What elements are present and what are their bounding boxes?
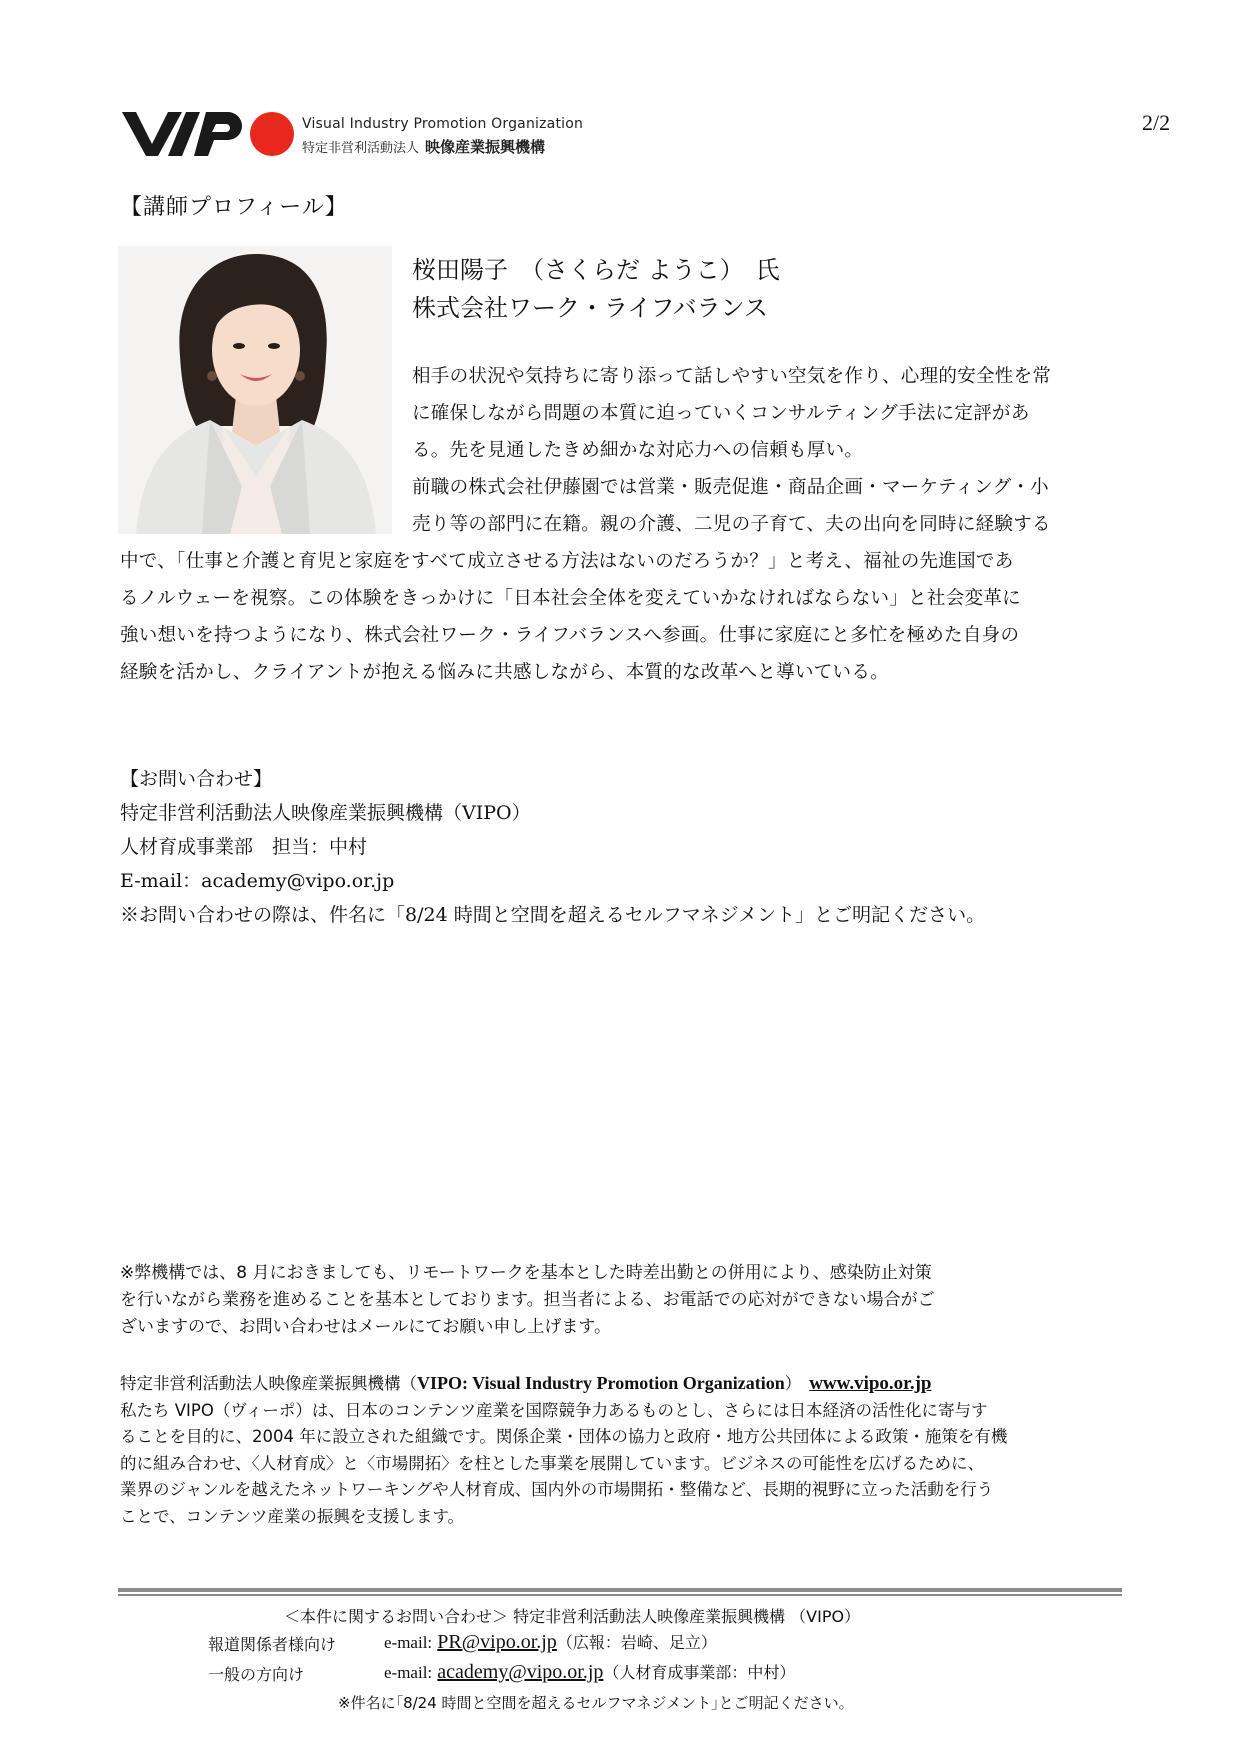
footer-press-label: 報道関係者様向け: [208, 1635, 337, 1654]
about-line: ことで、コンテンツ産業の振興を支援します。: [120, 1506, 465, 1526]
bio-line: 相手の状況や気持ちに寄り添って話しやすい空気を作り、心理的安全性を常: [412, 366, 1052, 387]
contact-note: ※お問い合わせの際は、件名に「8/24 時間と空間を超えるセルフマネジメント」とご明記ください。: [120, 904, 986, 926]
org-name-english: Visual Industry Promotion Organization: [302, 116, 584, 132]
footer-press-contact: e-mail: PR@vipo.or.jp（広報：岩崎、足立）: [384, 1631, 717, 1653]
footer-subject-note: ※件名に｢8/24 時間と空間を超えるセルフマネジメント｣とご明記ください。: [338, 1694, 854, 1712]
bio-paragraph-3: [120, 543, 1021, 691]
general-email-link[interactable]: academy@vipo.or.jp: [437, 1661, 604, 1683]
bio-line: 経験を活かし、クライアントが抱える悩みに共感しながら、本質的な改革へと導いている。: [120, 662, 889, 683]
contact-heading: 【お問い合わせ】: [120, 768, 273, 790]
vipo-logo-mark: [120, 108, 300, 160]
remote-work-notice: [120, 1260, 935, 1341]
notice-line: ざいますので、お問い合わせはメールにてお願い申し上げます。: [120, 1317, 611, 1337]
instructor-company: 株式会社ワーク・ライフバランス: [412, 294, 768, 322]
notice-line: を行いながら業務を進めることを基本としております。担当者による、お電話での応対ができない場合がご: [120, 1290, 935, 1310]
vipo-website-link[interactable]: www.vipo.or.jp: [809, 1373, 932, 1394]
contact-section: [120, 762, 985, 932]
footer-general-label: 一般の方向け: [208, 1665, 305, 1684]
about-line: 的に組み合わせ、〈人材育成〉と〈市場開拓〉を柱とした事業を展開しています。ビジネスの可能性を広げるために、: [120, 1453, 984, 1473]
bio-line: 売り等の部門に在籍。親の介護、二児の子育て、夫の出向を同時に経験する: [412, 514, 1051, 535]
about-line: ることを目的に、2004 年に設立された組織です。関係企業・団体の協力と政府・地方公共団体による政策・施策を有機: [120, 1427, 1008, 1446]
bio-line: る。先を見通したきめ細かな対応力への信頼も厚い。: [412, 440, 864, 461]
about-vipo: [120, 1370, 1007, 1530]
bio-paragraph-2: [412, 469, 1051, 543]
bio-line: に確保しながら問題の本質に迫っていくコンサルティング手法に定評があ: [412, 403, 1030, 424]
footer-divider: [118, 1588, 1122, 1596]
about-line: 業界のジャンルを越えたネットワーキングや人材育成、国内外の市場開拓・整備など、長期的視野に立った活動を行う: [120, 1480, 994, 1499]
instructor-portrait: [118, 246, 392, 534]
about-line: 私たち VIPO（ヴィーポ）は、日本のコンテンツ産業を国際競争力あるものとし、さらには日本経済の活性化に寄与す: [120, 1400, 988, 1420]
about-org-prefix: 特定非営利活動法人映像産業振興機構（: [120, 1374, 417, 1393]
contact-email[interactable]: E-mail：academy@vipo.or.jp: [120, 870, 395, 892]
about-org-suffix: ）: [784, 1374, 802, 1393]
about-org-bold: VIPO: Visual Industry Promotion Organization: [417, 1373, 785, 1393]
org-name-japanese: 特定非営利活動法人 映像産業振興機構: [302, 138, 546, 156]
footer-title: ＜本件に関するお問い合わせ＞ 特定非営利活動法人映像産業振興機構 （VIPO）: [284, 1607, 861, 1626]
vipo-logo: [120, 108, 600, 160]
footer-general-contact: e-mail: academy@vipo.or.jp（人材育成事業部：中村）: [384, 1661, 796, 1683]
contact-dept: 人材育成事業部 担当：中村: [120, 836, 368, 858]
contact-org: 特定非営利活動法人映像産業振興機構（VIPO）: [120, 802, 531, 824]
instructor-name: 桜田陽子 （さくらだ ようこ） 氏: [412, 256, 780, 284]
bio-paragraph-1: [412, 358, 1051, 469]
bio-line: 強い想いを持つようになり、株式会社ワーク・ライフバランスへ参画。仕事に家庭にと多忙を極めた自身の: [120, 625, 1020, 646]
page-number: 2/2: [1142, 110, 1171, 135]
profile-heading: 【講師プロフィール】: [120, 195, 348, 220]
notice-line: ※弊機構では、8 月におきましても、リモートワークを基本とした時差出勤との併用により、感染防止対策: [120, 1263, 932, 1283]
about-org-line: [120, 1370, 1007, 1398]
bio-line: 前職の株式会社伊藤園では営業・販売促進・商品企画・マーケティング・小: [412, 477, 1049, 498]
press-email-link[interactable]: PR@vipo.or.jp: [437, 1631, 557, 1653]
bio-line: るノルウェーを視察。この体験をきっかけに「日本社会全体を変えていかなければならない」と社会変革に: [120, 588, 1021, 609]
bio-line: 中で、「仕事と介護と育児と家庭をすべて成立させる方法はないのだろうか？」と考え、福祉の先進国であ: [120, 551, 1014, 572]
